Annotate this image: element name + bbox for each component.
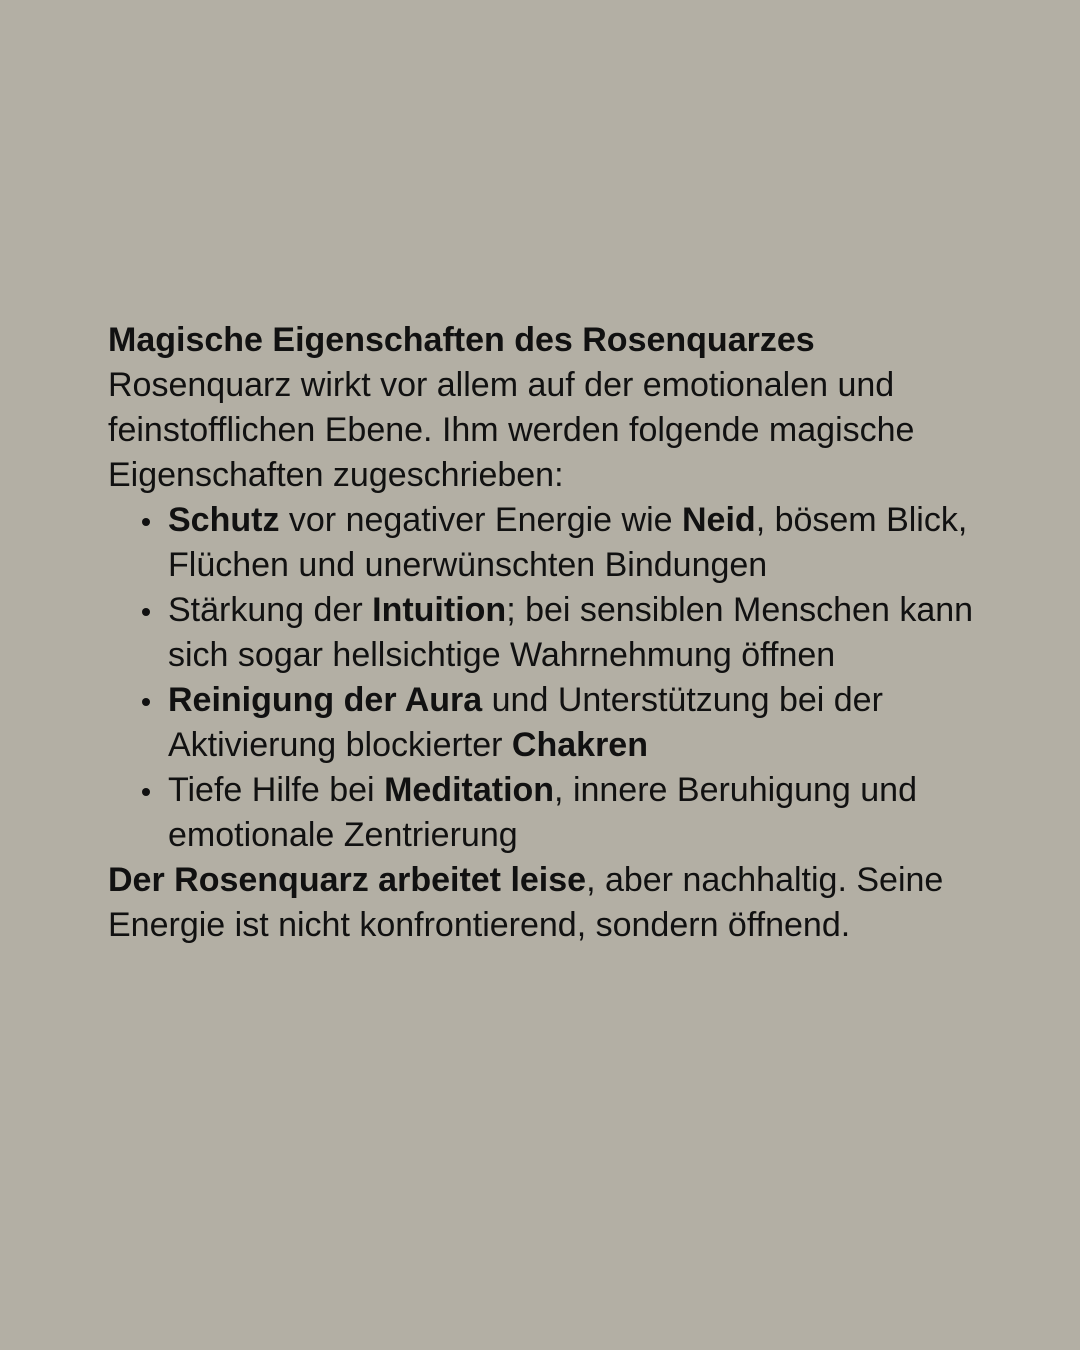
bold-term: Meditation (384, 771, 555, 809)
list-text: , bösem Blick, Flüchen und unerwünschten Bindungen (168, 501, 968, 584)
list-item-schutz (168, 498, 988, 588)
list-text: ; bei sensiblen Menschen kann sich sogar hellsichtige Wahrnehmung öffnen (168, 591, 974, 674)
intro-paragraph: Rosenquarz wirkt vor allem auf der emotionalen und feinstofflichen Ebene. Ihm werden folgende magische Eigenschaften zugeschrieben: (108, 366, 915, 494)
bold-term: Chakren (511, 726, 648, 764)
text-block (108, 318, 988, 948)
list-text: Tiefe Hilfe bei (168, 771, 385, 809)
list-text: Stärkung der (168, 591, 373, 629)
properties-list (108, 498, 988, 858)
list-text: , innere Beruhigung und emotionale Zentrierung (168, 771, 917, 854)
list-item-meditation (168, 768, 988, 858)
closing-bold: Der Rosenquarz arbeitet leise (108, 861, 587, 899)
list-text: und Unterstützung bei der Aktivierung blockierter (168, 681, 883, 764)
bold-term: Neid (682, 501, 756, 539)
list-item-aura (168, 678, 988, 768)
bold-term: Reinigung der Aura (168, 681, 483, 719)
bold-term: Intuition (372, 591, 507, 629)
closing-paragraph (108, 858, 988, 948)
heading: Magische Eigenschaften des Rosenquarzes (108, 321, 815, 359)
list-text: vor negativer Energie wie (279, 501, 682, 539)
list-item-intuition (168, 588, 988, 678)
closing-text: , aber nachhaltig. Seine Energie ist nicht konfrontierend, sondern öffnend. (108, 861, 944, 944)
bold-term: Schutz (168, 501, 280, 539)
